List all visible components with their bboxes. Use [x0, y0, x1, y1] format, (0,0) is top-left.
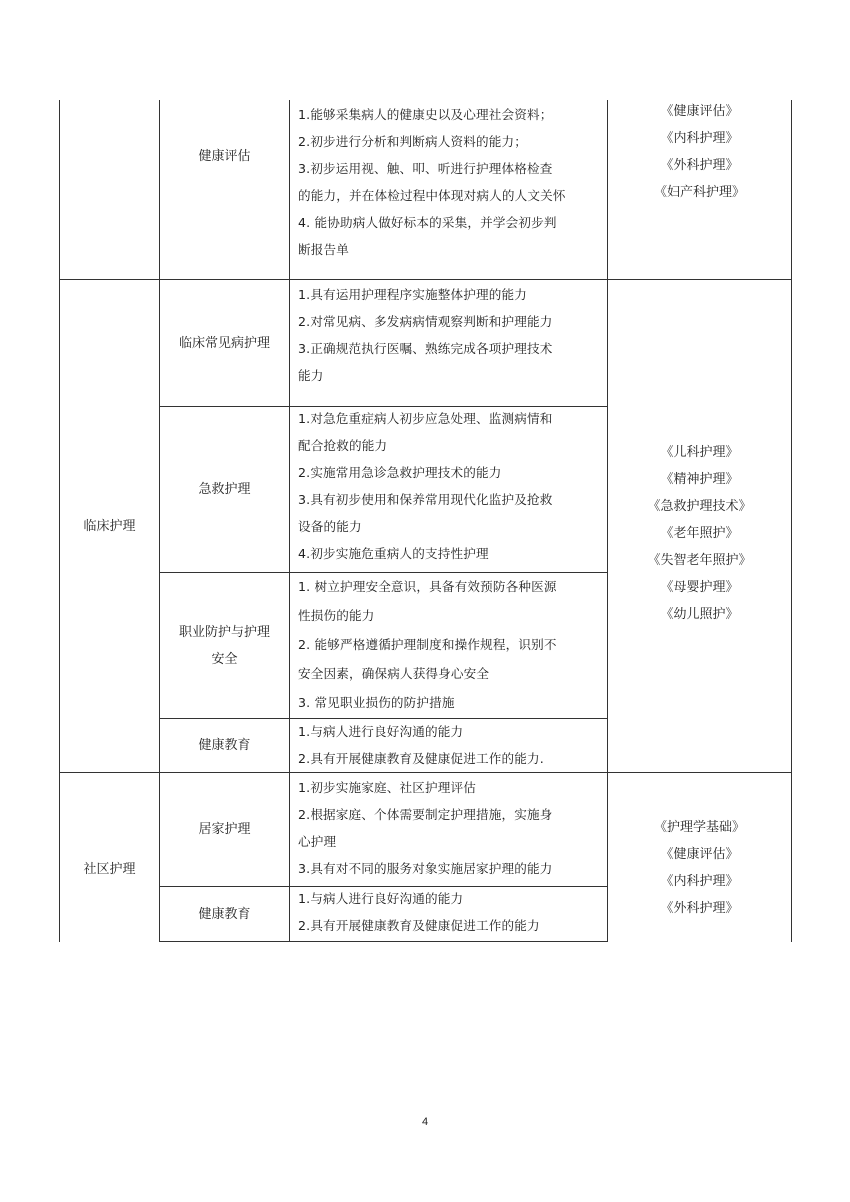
ability-item: 3. 常见职业损伤的防护措施 — [298, 695, 455, 710]
ability-item: 4.初步实施危重病人的支持性护理 — [298, 546, 489, 561]
ability-item: 1.能够采集病人的健康史以及心理社会资料； — [298, 107, 553, 122]
ability-description — [298, 774, 604, 882]
ability-item: 3.正确规范执行医嘱、熟练完成各项护理技术 — [298, 341, 553, 356]
ability-description — [298, 101, 604, 263]
ability-item: 心护理 — [298, 834, 337, 849]
ability-item: 1.与病人进行良好沟通的能力 — [298, 891, 464, 906]
textbook-title: 《护理学基础》 — [653, 820, 745, 835]
ability-item: 3.具有初步使用和保养常用现代化监护及抢救 — [298, 492, 553, 507]
ability-item: 性损伤的能力 — [298, 608, 375, 623]
ability-description — [298, 718, 604, 772]
ability-item: 1.初步实施家庭、社区护理评估 — [298, 780, 476, 795]
ability-item: 3.初步运用视、触、叩、听进行护理体格检查 — [298, 161, 553, 176]
textbook-title: 《健康评估》 — [660, 104, 739, 119]
ability-item: 2.具有开展健康教育及健康促进工作的能力. — [298, 751, 544, 766]
main-category-label: 社区护理 — [83, 861, 136, 877]
ability-item: 2.初步进行分析和判断病人资料的能力； — [298, 134, 527, 149]
textbook-title: 《外科护理》 — [660, 158, 739, 173]
ability-item: 1.与病人进行良好沟通的能力 — [298, 724, 464, 739]
sub-category-label: 居家护理 — [198, 822, 251, 837]
table-col-divider-2 — [289, 100, 290, 942]
textbook-title: 《失智老年照护》 — [647, 553, 752, 568]
ability-item: 2.实施常用急诊急救护理技术的能力 — [298, 465, 502, 480]
ability-description — [298, 405, 604, 567]
main-category-cell — [60, 773, 159, 965]
ability-item: 断报告单 — [298, 242, 349, 257]
table-right-border — [791, 100, 792, 942]
ability-item: 2.对常见病、多发病病情观察判断和护理能力 — [298, 314, 553, 329]
sub-category-cell — [160, 280, 289, 406]
textbook-title: 《幼儿照护》 — [660, 607, 739, 622]
ability-description — [298, 281, 604, 389]
sub-category-cell — [160, 407, 289, 572]
textbook-title: 《儿科护理》 — [660, 445, 739, 460]
ability-item: 2.根据家庭、个体需要制定护理措施，实施身 — [298, 807, 553, 822]
main-category-label: 临床护理 — [83, 518, 136, 534]
sub-category-cell — [160, 887, 289, 941]
textbook-title: 《精神护理》 — [660, 472, 739, 487]
sub-category-label-line: 安全 — [211, 651, 238, 667]
table-bottom-border — [159, 941, 608, 942]
sub-category-label: 临床常见病护理 — [178, 335, 270, 351]
textbook-title: 《妇产科护理》 — [653, 185, 745, 200]
textbook-title: 《内科护理》 — [660, 131, 739, 146]
textbook-title: 《急救护理技术》 — [647, 499, 752, 514]
main-category-cell — [60, 280, 159, 772]
ability-item: 2. 能够严格遵循护理制度和操作规程，识别不 — [298, 637, 557, 652]
textbook-title: 《老年照护》 — [660, 526, 739, 541]
textbook-list — [608, 814, 791, 922]
sub-category-cell — [160, 773, 289, 886]
ability-item: 设备的能力 — [298, 519, 362, 534]
textbook-list — [608, 439, 791, 628]
ability-item: 1.对急危重症病人初步应急处理、监测病情和 — [298, 411, 553, 426]
sub-category-cell — [160, 100, 289, 212]
sub-category-cell — [160, 573, 289, 718]
sub-category-label: 急救护理 — [198, 482, 251, 497]
sub-category-label: 健康评估 — [198, 148, 251, 164]
sub-category-label: 健康教育 — [198, 906, 251, 922]
ability-item: 1. 树立护理安全意识，具备有效预防各种医源 — [298, 579, 557, 594]
textbook-list — [608, 98, 791, 206]
ability-item: 的能力，并在体检过程中体现对病人的人文关怀 — [298, 188, 566, 203]
ability-description — [298, 885, 604, 939]
ability-item: 3.具有对不同的服务对象实施居家护理的能力 — [298, 861, 553, 876]
ability-item: 2.具有开展健康教育及健康促进工作的能力 — [298, 918, 540, 933]
textbook-title: 《母婴护理》 — [660, 580, 739, 595]
sub-category-label: 健康教育 — [198, 738, 251, 753]
ability-item: 1.具有运用护理程序实施整体护理的能力 — [298, 287, 527, 302]
ability-item: 4. 能协助病人做好标本的采集，并学会初步判 — [298, 215, 557, 230]
sub-category-cell — [160, 719, 289, 772]
page-number: 4 — [421, 1116, 429, 1128]
ability-item: 配合抢救的能力 — [298, 438, 388, 453]
ability-item: 安全因素，确保病人获得身心安全 — [298, 666, 490, 681]
ability-description — [298, 572, 604, 717]
textbook-title: 《外科护理》 — [660, 901, 739, 916]
textbook-title: 《健康评估》 — [660, 847, 739, 862]
sub-category-label-line: 职业防护与护理 — [178, 624, 270, 640]
textbook-title: 《内科护理》 — [660, 874, 739, 889]
ability-item: 能力 — [298, 368, 324, 383]
